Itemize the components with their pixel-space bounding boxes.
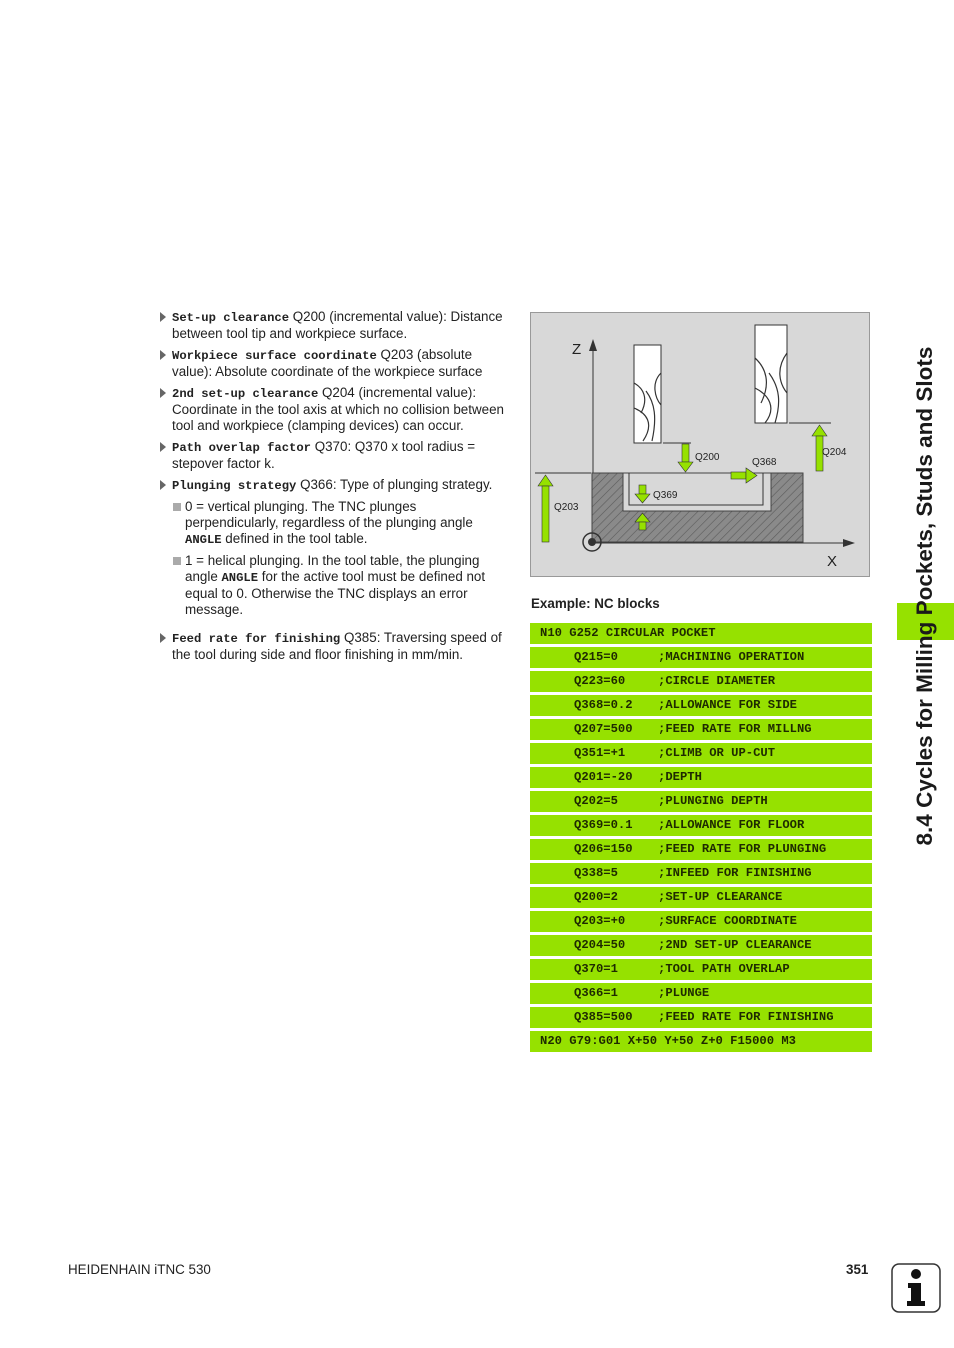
- square-bullet-icon: [173, 503, 181, 511]
- info-icon: [891, 1263, 941, 1313]
- sub-option-keyword: ANGLE: [185, 533, 222, 547]
- nc-code: Q204=50: [574, 938, 626, 952]
- nc-block: [530, 863, 872, 884]
- nc-code: Q201=-20: [574, 770, 633, 784]
- nc-code: Q366=1: [574, 986, 618, 1000]
- param-text: Q385: Traversing speed of the tool during side and floor finishing in mm/min.: [172, 630, 502, 662]
- label-q203: Q203: [554, 502, 579, 513]
- nc-block: [530, 671, 872, 692]
- nc-code: Q215=0: [574, 650, 618, 664]
- sub-option-text: defined in the tool table.: [221, 531, 368, 546]
- param-name: 2nd set-up clearance: [172, 387, 319, 401]
- nc-comment: ;PLUNGING DEPTH: [658, 794, 768, 808]
- nc-block: [530, 911, 872, 932]
- nc-comment: ;TOOL PATH OVERLAP: [658, 962, 790, 976]
- nc-code: Q368=0.2: [574, 698, 633, 712]
- nc-block: [530, 839, 872, 860]
- example-title: Example: NC blocks: [531, 596, 660, 611]
- arrow-q200-shaft: [682, 444, 689, 462]
- arrow-q203-shaft: [542, 486, 549, 542]
- sub-option: [172, 499, 513, 548]
- param-item: [158, 347, 513, 380]
- param-item: [158, 439, 513, 472]
- axis-label-x: X: [827, 553, 838, 570]
- parameter-list: [158, 309, 513, 668]
- nc-block: [530, 1007, 872, 1028]
- label-q204: Q204: [822, 447, 847, 458]
- arrow-q368-shaft: [731, 472, 746, 479]
- nc-comment: ;ALLOWANCE FOR SIDE: [658, 698, 797, 712]
- nc-comment: ;2ND SET-UP CLEARANCE: [658, 938, 812, 952]
- square-bullet-icon: [173, 557, 181, 565]
- sub-option-text: 1 = helical plunging. In the tool table, the plunging angle: [185, 553, 480, 584]
- triangle-bullet-icon: [160, 350, 166, 360]
- param-item: [158, 477, 513, 494]
- param-name: Set-up clearance: [172, 311, 290, 325]
- axis-label-z: Z: [572, 341, 582, 358]
- arrow-q369-shaft: [639, 522, 646, 530]
- x-axis-arrow-icon: [843, 539, 855, 547]
- pocket-diagram: [530, 312, 870, 577]
- nc-block: [530, 743, 872, 764]
- nc-block: [530, 695, 872, 716]
- nc-comment: ;INFEED FOR FINISHING: [658, 866, 812, 880]
- param-name: Path overlap factor: [172, 441, 311, 455]
- nc-comment: ;CIRCLE DIAMETER: [658, 674, 776, 688]
- datum-center-icon: [588, 538, 596, 546]
- nc-block: [530, 815, 872, 836]
- nc-block: [530, 647, 872, 668]
- footer-product: HEIDENHAIN iTNC 530: [68, 1262, 211, 1277]
- sub-option-text: for the active tool must be defined not equal to 0. Otherwise the TNC displays an error message.: [185, 569, 486, 617]
- param-text: Q200 (incremental value): Distance between tool tip and workpiece surface.: [172, 309, 503, 341]
- triangle-bullet-icon: [160, 480, 166, 490]
- nc-code: Q200=2: [574, 890, 618, 904]
- z-axis-arrow-icon: [589, 339, 597, 351]
- nc-block: [530, 983, 872, 1004]
- param-text: Q204 (incremental value): Coordinate in the tool axis at which no collision between tool and workpiece (clamping devices) can occur.: [172, 385, 504, 433]
- triangle-bullet-icon: [160, 442, 166, 452]
- nc-code: Q385=500: [574, 1010, 633, 1024]
- triangle-bullet-icon: [160, 388, 166, 398]
- triangle-bullet-icon: [160, 312, 166, 322]
- nc-block-text: N20 G79:G01 X+50 Y+50 Z+0 F15000 M3: [540, 1034, 796, 1048]
- arrow-up-icon: [812, 425, 827, 436]
- nc-comment: ;SURFACE COORDINATE: [658, 914, 797, 928]
- nc-block: [530, 959, 872, 980]
- param-text: Q366: Type of plunging strategy.: [296, 477, 493, 492]
- param-name: Plunging strategy: [172, 479, 297, 493]
- page-number: 351: [846, 1262, 869, 1277]
- param-item: [158, 630, 513, 663]
- nc-code: Q206=150: [574, 842, 633, 856]
- nc-code: Q207=500: [574, 722, 633, 736]
- nc-block: [530, 767, 872, 788]
- nc-comment: ;FEED RATE FOR PLUNGING: [658, 842, 827, 856]
- triangle-bullet-icon: [160, 633, 166, 643]
- nc-comment: ;CLIMB OR UP-CUT: [658, 746, 776, 760]
- nc-block: [530, 935, 872, 956]
- label-q200: Q200: [695, 452, 720, 463]
- info-icon-svg: [891, 1263, 941, 1313]
- sub-option-text: 0 = vertical plunging. The TNC plunges perpendicularly, regardless of the plunging angle: [185, 499, 473, 530]
- nc-code: Q351=+1: [574, 746, 626, 760]
- param-item: [158, 309, 513, 342]
- param-text: Q370: Q370 x tool radius = stepover factor k.: [172, 439, 476, 471]
- nc-block: [530, 887, 872, 908]
- pocket-diagram-svg: [531, 313, 869, 576]
- chapter-side-tab: [897, 310, 954, 882]
- nc-code: Q338=5: [574, 866, 618, 880]
- sub-option-keyword: ANGLE: [221, 571, 259, 585]
- sub-option: [172, 553, 513, 618]
- nc-program: [530, 623, 872, 1055]
- label-q368: Q368: [752, 457, 777, 468]
- arrow-q369-shaft: [639, 485, 646, 494]
- nc-code: Q202=5: [574, 794, 618, 808]
- nc-block: [530, 719, 872, 740]
- nc-comment: ;MACHINING OPERATION: [658, 650, 805, 664]
- nc-block: [530, 791, 872, 812]
- arrow-up-icon: [538, 475, 553, 486]
- nc-block: [530, 623, 872, 644]
- nc-code: Q369=0.1: [574, 818, 633, 832]
- nc-comment: ;FEED RATE FOR MILLNG: [658, 722, 812, 736]
- nc-comment: ;PLUNGE: [658, 986, 710, 1000]
- nc-comment: ;DEPTH: [658, 770, 702, 784]
- param-text: Q203 (absolute value): Absolute coordinate of the workpiece surface: [172, 347, 483, 379]
- chapter-title: 8.4 Cycles for Milling Pockets, Studs and Slots: [912, 346, 937, 846]
- nc-comment: ;ALLOWANCE FOR FLOOR: [658, 818, 805, 832]
- nc-comment: ;FEED RATE FOR FINISHING: [658, 1010, 834, 1024]
- param-name: Feed rate for finishing: [172, 632, 341, 646]
- nc-code: Q203=+0: [574, 914, 626, 928]
- label-q369: Q369: [653, 490, 678, 501]
- nc-block: [530, 1031, 872, 1052]
- nc-block-text: N10 G252 CIRCULAR POCKET: [540, 626, 716, 640]
- nc-code: Q223=60: [574, 674, 626, 688]
- param-name: Workpiece surface coordinate: [172, 349, 377, 363]
- param-item: [158, 385, 513, 434]
- nc-comment: ;SET-UP CLEARANCE: [658, 890, 783, 904]
- arrow-down-icon: [678, 462, 693, 472]
- nc-code: Q370=1: [574, 962, 618, 976]
